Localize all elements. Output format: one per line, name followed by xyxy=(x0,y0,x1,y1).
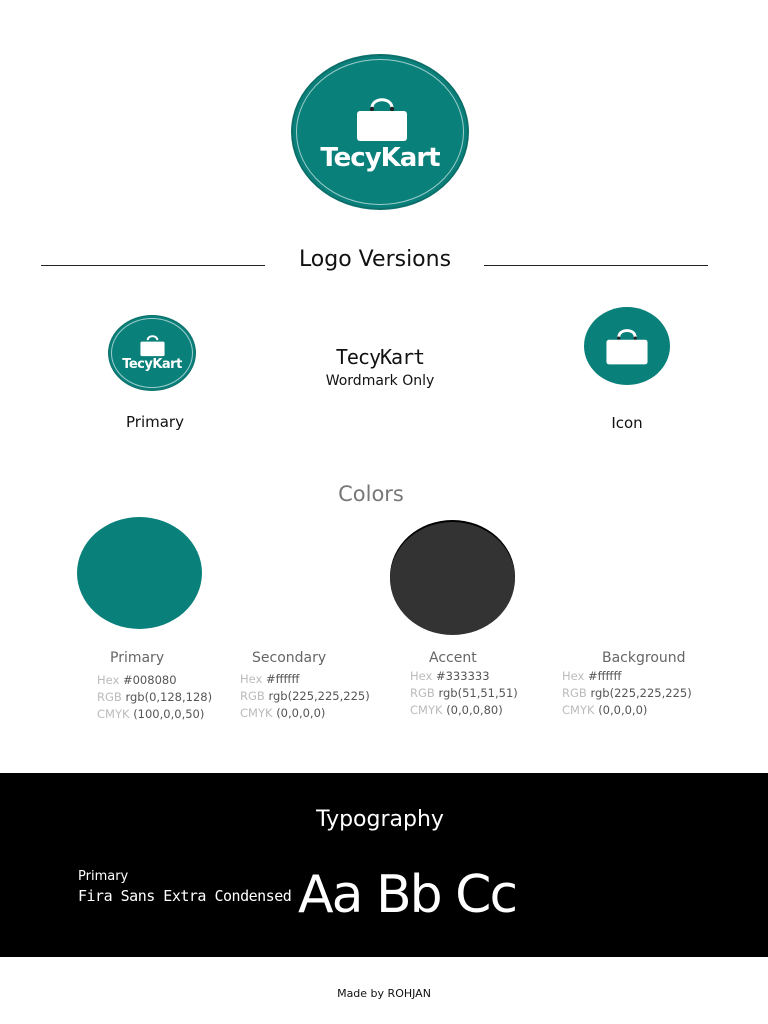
swatch-name-accent: Accent xyxy=(429,650,477,666)
typography-title: Typography xyxy=(316,807,444,832)
swatch-name-primary: Primary xyxy=(110,650,165,666)
hero-wordmark: TecyKart xyxy=(320,143,440,173)
typography-sample: Aa Bb Cc xyxy=(298,865,517,925)
spec-secondary: Hex #ffffff RGB rgb(225,225,225) CMYK (0,0,0,0) xyxy=(240,672,370,720)
swatch-primary xyxy=(77,517,202,629)
spec-accent: Hex #333333 RGB rgb(51,51,51) CMYK (0,0,0,80) xyxy=(410,669,518,717)
typography-primary-label: Primary xyxy=(78,869,129,884)
icon-logo xyxy=(584,307,670,385)
wordmark-logo: TecyKart xyxy=(335,345,425,369)
logo-versions-title: Logo Versions xyxy=(298,247,452,272)
logo-label-icon: Icon xyxy=(611,414,643,432)
logo-label-primary: Primary xyxy=(126,413,184,431)
footer-credit: Made by ROHJAN xyxy=(337,987,431,1000)
divider-left xyxy=(41,265,265,266)
primary-logo-wordmark: TecyKart xyxy=(122,357,182,372)
shopping-bag-icon xyxy=(139,333,166,357)
swatch-name-background: Background xyxy=(602,650,686,666)
typography-section xyxy=(0,773,768,957)
divider-right xyxy=(484,265,708,266)
hero-logo xyxy=(291,54,469,210)
colors-title: Colors xyxy=(338,482,404,506)
shopping-bag-icon xyxy=(354,94,410,142)
swatch-accent xyxy=(390,522,515,635)
typography-font-name: Fira Sans Extra Condensed xyxy=(78,887,292,905)
swatch-name-secondary: Secondary xyxy=(252,650,327,666)
primary-logo xyxy=(108,315,196,391)
spec-primary: Hex #008080 RGB rgb(0,128,128) CMYK (100,0,0,50) xyxy=(97,673,213,721)
shopping-bag-icon xyxy=(604,324,650,367)
logo-label-wordmark: Wordmark Only xyxy=(325,373,435,389)
spec-background: Hex #ffffff RGB rgb(225,225,225) CMYK (0,0,0,0) xyxy=(562,669,692,717)
